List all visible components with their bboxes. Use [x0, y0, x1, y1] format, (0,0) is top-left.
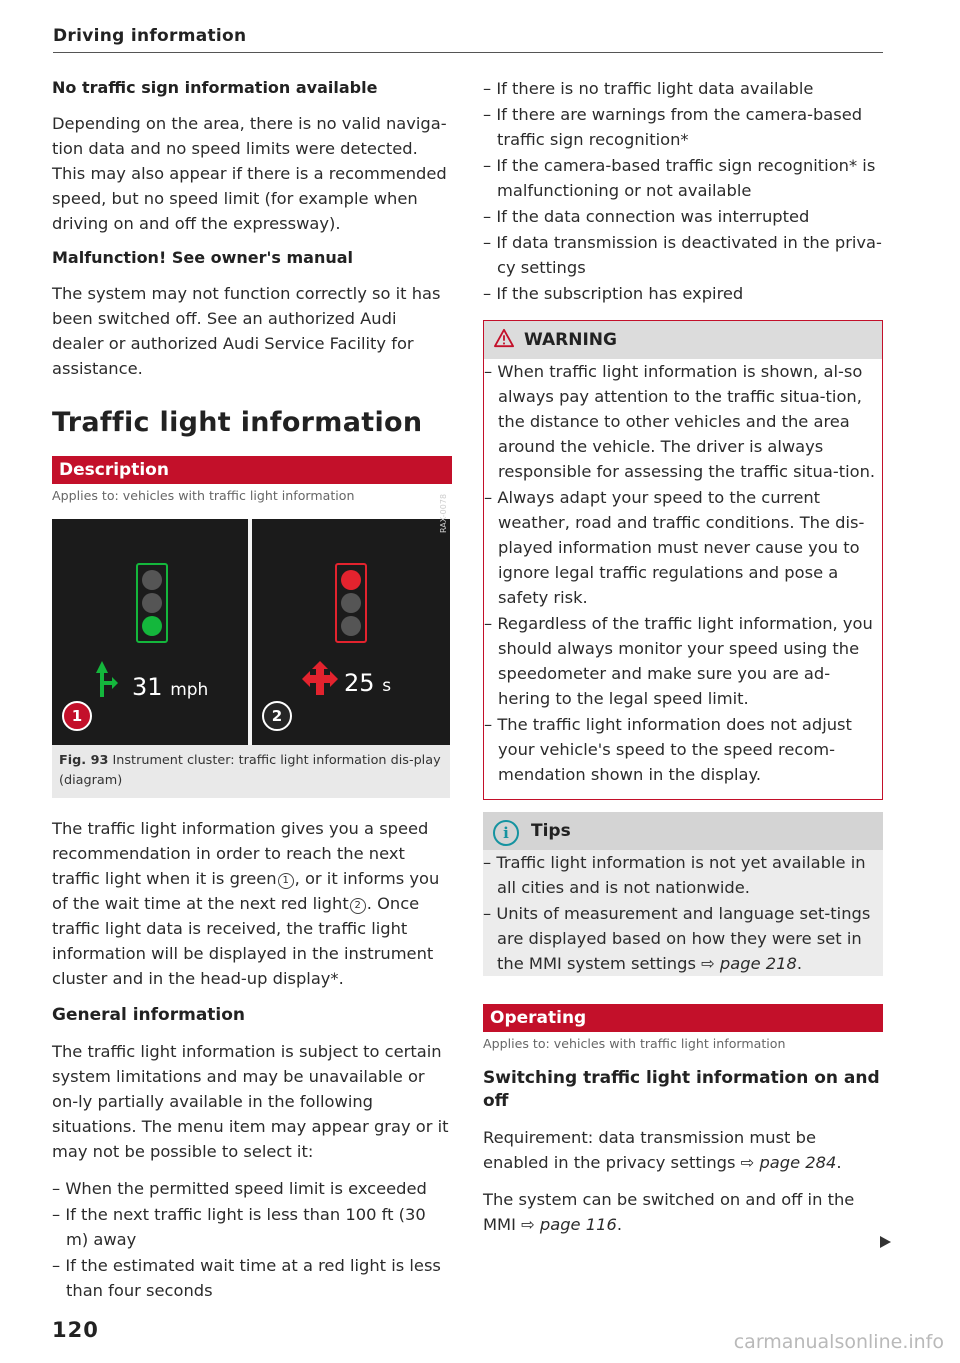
- section-title: Driving information: [53, 26, 247, 46]
- warning-box: [483, 320, 883, 800]
- no-sign-text: Depending on the area, there is no valid naviga-tion data and no speed limits were detected. This may also appear if there is a recommended speed, but no speed limit (for example when driving on and off the expressway).: [52, 114, 447, 233]
- malfunction-heading: Malfunction! See owner's manual: [52, 248, 354, 267]
- list-item: – If the subscription has expired: [483, 284, 744, 303]
- panel-divider: [248, 519, 252, 745]
- mmi-body: The system can be switched on and off in the MMI: [483, 1190, 855, 1234]
- list-item: – If there is no traffic light data available: [483, 79, 814, 98]
- period: .: [836, 1153, 842, 1172]
- page-ref-116[interactable]: ⇨ page 116: [521, 1215, 617, 1234]
- list-item: – Regardless of the traffic light information, you should always monitor your speed using the speedometer and make sure you are ad-hering to the legal speed limit.: [484, 614, 873, 708]
- limitations-list-continued: [483, 76, 883, 306]
- callout-2: 2: [262, 701, 292, 731]
- stop-arrow-icon: [302, 661, 338, 695]
- warning-triangle-icon: [494, 328, 514, 348]
- list-item: – When the permitted speed limit is exceeded: [52, 1179, 427, 1198]
- page-ref-218[interactable]: ⇨ page 218: [701, 954, 797, 973]
- applies-note: Applies to: vehicles with traffic light information: [52, 488, 355, 503]
- list-item: – Traffic light information is not yet available in all cities and is not nationwide.: [483, 853, 866, 897]
- figure-caption: [52, 745, 450, 798]
- list-item: – If the data connection was interrupted: [483, 207, 810, 226]
- lamp-green: [142, 616, 162, 636]
- tips-item-text: – Units of measurement and language set-tings are displayed based on how they were set in the MMI system settings: [483, 904, 871, 973]
- list-item: – If there are warnings from the camera-based traffic sign recognition*: [483, 105, 863, 149]
- switch-heading: Switching traffic light information on and off: [483, 1068, 880, 1111]
- wait-unit: s: [382, 676, 392, 696]
- right-column: [483, 76, 883, 1249]
- inline-callout-2: 2: [350, 898, 366, 914]
- intro-paragraph: [52, 816, 452, 991]
- general-heading: General information: [52, 1005, 246, 1025]
- go-straight-arrow-icon: [96, 661, 118, 697]
- intro-part-c: . Once traffic light data is received, the traffic light information will be displayed in the instrument cluster and in the head-up display*.: [52, 894, 434, 988]
- list-item: – When traffic light information is shown, al-so always pay attention to the traffic situa-tion, the distance to other vehicles and the area around the vehicle. The driver is always responsible for assessing the traffic situa-tion.: [484, 362, 876, 481]
- running-header: [53, 26, 883, 53]
- wait-value: 25: [344, 669, 375, 697]
- tips-list: [483, 850, 883, 976]
- malfunction-text: The system may not function correctly so it has been switched off. See an authorized Audi dealer or authorized Audi Service Facility for assistance.: [52, 284, 441, 378]
- left-column: [52, 76, 452, 1315]
- intro-part-b: , or it informs you of the wait time at the next red light: [52, 869, 440, 913]
- wait-time: [344, 669, 391, 697]
- speed-value: 31: [132, 673, 163, 701]
- period: .: [796, 954, 803, 973]
- period: .: [616, 1215, 622, 1234]
- warning-list: [484, 359, 882, 787]
- lamp-off: [142, 570, 162, 590]
- red-traffic-light-icon: [335, 563, 367, 643]
- figure-code: RAX-0078: [439, 493, 448, 533]
- list-item: [483, 901, 883, 976]
- list-item: – The traffic light information does not adjust your vehicle's speed to the speed recom-mendation shown in the display.: [484, 715, 852, 784]
- limitations-list: [52, 1176, 452, 1303]
- list-item: – If the estimated wait time at a red light is less than four seconds: [52, 1256, 441, 1300]
- applies-note: Applies to: vehicles with traffic light information: [483, 1036, 786, 1051]
- general-text: The traffic light information is subject to certain system limitations and may be unavailable or on-ly partially available in the following situations. The menu item may appear gray or it may not be possible to select it:: [52, 1042, 449, 1161]
- speed-unit: mph: [170, 680, 209, 700]
- list-item: – If the camera-based traffic sign recognition* is malfunctioning or not available: [483, 156, 876, 200]
- operating-bar: Operating: [483, 1004, 883, 1032]
- mmi-text: [483, 1187, 883, 1237]
- no-sign-heading: No traffic sign information available: [52, 78, 378, 97]
- callout-1: 1: [62, 701, 92, 731]
- intro-part-a: The traffic light information gives you a speed recommendation in order to reach the next traffic light when it is green: [52, 819, 429, 888]
- list-item: – If data transmission is deactivated in the priva-cy settings: [483, 233, 882, 277]
- lamp-off: [341, 593, 361, 613]
- page-number: 120: [52, 1318, 99, 1342]
- lamp-red: [341, 570, 361, 590]
- list-item: – If the next traffic light is less than 100 ft (30 m) away: [52, 1205, 426, 1249]
- lamp-off: [341, 616, 361, 636]
- main-heading: Traffic light information: [52, 407, 423, 438]
- tips-header: [483, 812, 883, 850]
- warning-title: WARNING: [524, 330, 617, 350]
- continue-arrow-icon: [880, 1236, 891, 1248]
- lamp-off: [142, 593, 162, 613]
- inline-callout-1: 1: [278, 873, 294, 889]
- tips-title: Tips: [531, 821, 571, 841]
- tips-box: [483, 812, 883, 976]
- green-traffic-light-icon: [136, 563, 168, 643]
- warning-header: [484, 321, 882, 359]
- watermark: carmanualsonline.info: [733, 1331, 944, 1353]
- info-icon: i: [493, 820, 519, 846]
- requirement-body: Requirement: data transmission must be enabled in the privacy settings: [483, 1128, 816, 1172]
- page-ref-284[interactable]: ⇨ page 284: [740, 1153, 837, 1172]
- description-bar: Description: [52, 456, 452, 484]
- list-item: – Always adapt your speed to the current weather, road and traffic conditions. The dis-played information must never cause you to ignore legal traffic regulations and pose a safety risk.: [484, 488, 865, 607]
- requirement-text: [483, 1125, 883, 1175]
- caption-text: Instrument cluster: traffic light information dis-play (diagram): [59, 753, 441, 788]
- speed-recommendation: [132, 673, 208, 701]
- caption-fig-number: Fig. 93: [59, 753, 109, 768]
